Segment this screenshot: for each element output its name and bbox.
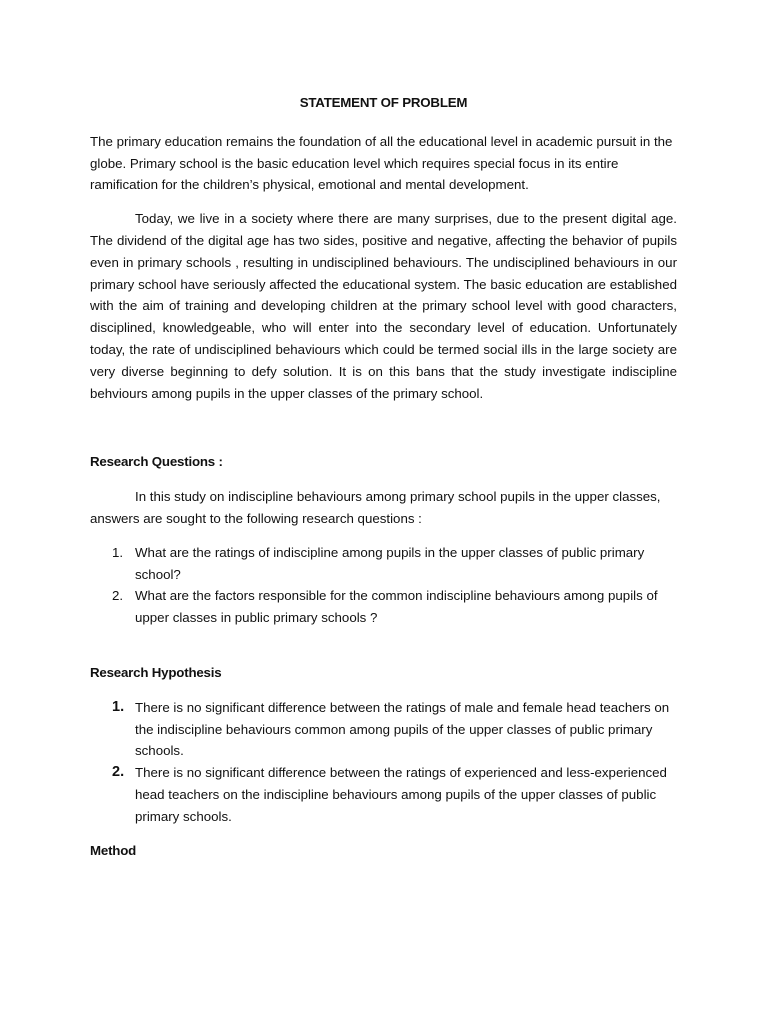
list-number: 2.	[112, 588, 124, 604]
research-hypothesis-heading: Research Hypothesis	[90, 664, 222, 680]
intro-paragraph: The primary education remains the foundation of all the educational level in academic pursuit in the globe. Primary school is the basic education level which requires special focus in its entire ramification for the children’s physical, emotional and mental development.	[90, 133, 673, 193]
research-questions-heading: Research Questions :	[90, 454, 223, 470]
list-item	[90, 697, 677, 762]
list-item-text: What are the ratings of indiscipline among pupils in the upper classes of public primary school?	[135, 544, 645, 582]
list-item	[90, 542, 677, 586]
list-item-text: There is no significant difference between the ratings of experienced and less-experienced head teachers on the indiscipline behaviours among pupils of the upper classes of public primary schools.	[135, 765, 667, 824]
problem-paragraph: Today, we live in a society where there are many surprises, due to the present digital age. The dividend of the digital age has two sides, positive and negative, affecting the behavior of pupils even in primary schools , resulting in undisciplined behaviours. The undisciplined behaviours in our primary school have seriously affected the educational system. The basic education are established with the aim of training and developing children at the primary school level with good characters, disciplined, knowledgeable, who will enter into the secondary level of education. Unfortunately today, the rate of undisciplined behaviours which could be termed social ills in the large society are very diverse beginning to defy solution. It is on this bans that the study investigate indiscipline behviours among pupils in the upper classes of the primary school.	[90, 211, 677, 401]
list-item-text: What are the factors responsible for the common indiscipline behaviours among pupils of upper classes in public primary schools ?	[135, 588, 658, 626]
research-questions-intro: In this study on indiscipline behaviours among primary school pupils in the upper classes, answers are sought to the following research questions :	[90, 489, 661, 526]
list-item	[90, 585, 677, 629]
list-item-text: There is no significant difference between the ratings of male and female head teachers on the indiscipline behaviours common among pupils of the upper classes of public primary schools.	[135, 699, 670, 759]
method-heading: Method	[90, 842, 137, 858]
list-number: 1.	[112, 698, 125, 715]
list-number: 1.	[112, 544, 124, 560]
document-title: STATEMENT OF PROBLEM	[299, 95, 468, 110]
list-number: 2.	[112, 764, 125, 781]
document-content	[90, 92, 677, 861]
list-item	[90, 762, 677, 827]
research-questions-list	[90, 542, 677, 629]
research-hypothesis-list	[90, 697, 677, 828]
